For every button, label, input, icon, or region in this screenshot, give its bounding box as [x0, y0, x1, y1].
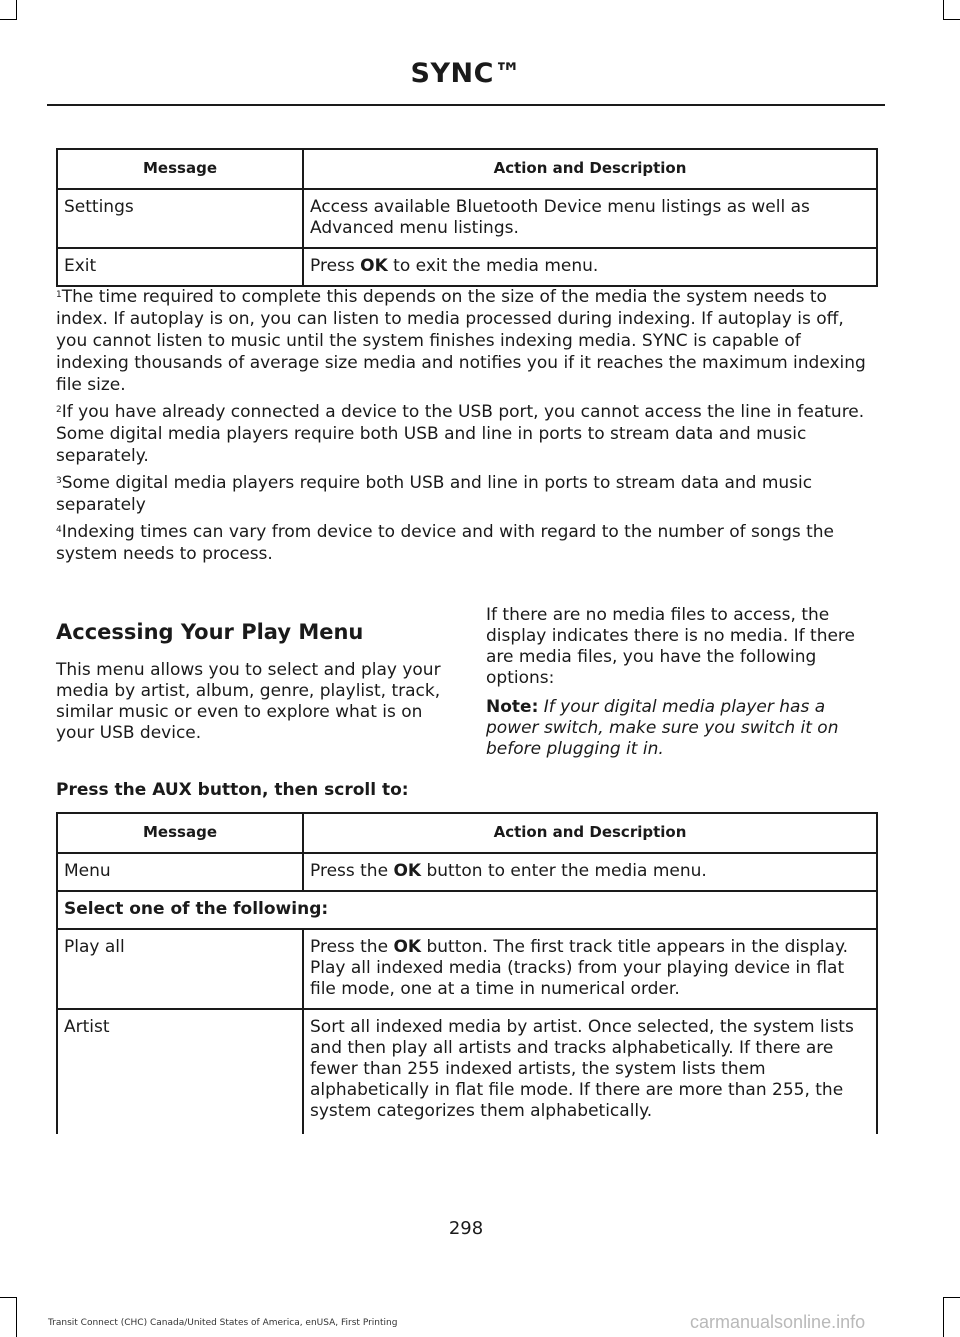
ok-keyword: OK	[360, 256, 388, 276]
action-text: Press the	[310, 861, 394, 881]
crop-mark	[944, 1297, 960, 1298]
publication-info: Transit Connect (CHC) Canada/United States of America, enUSA, First Printing	[48, 1318, 398, 1328]
footnotes	[56, 286, 878, 570]
intro-paragraph: This menu allows you to select and play your media by artist, album, genre, playlist, track, similar music or even to explore what is on your USB device.	[56, 660, 441, 743]
crop-mark	[0, 19, 16, 20]
play-menu-table	[56, 812, 878, 1134]
column-header-message: Message	[57, 813, 303, 853]
header-divider	[47, 104, 885, 106]
footnote	[56, 286, 878, 396]
ok-keyword: OK	[393, 937, 422, 957]
page-number: 298	[448, 1218, 484, 1239]
footnote	[56, 472, 878, 516]
footnote-number: 4	[56, 525, 62, 535]
crop-mark	[16, 0, 17, 20]
left-column	[56, 620, 448, 752]
action-cell	[303, 248, 877, 286]
crop-mark	[943, 1297, 944, 1337]
right-column	[486, 605, 880, 768]
action-text: button. The first track title appears in the display.	[421, 937, 848, 957]
action-cell	[303, 929, 877, 1009]
action-text: button to enter the media menu.	[421, 861, 707, 881]
footnote	[56, 401, 878, 467]
page-title: SYNC™	[410, 58, 522, 89]
crop-mark	[944, 19, 960, 20]
table-row	[57, 1009, 877, 1134]
footnote-number: 1	[56, 290, 62, 300]
footnote	[56, 521, 878, 565]
crop-mark	[16, 1297, 17, 1337]
watermark: carmanualsonline.info	[690, 1312, 866, 1332]
message-cell: Artist	[57, 1009, 303, 1134]
footnote-text: The time required to complete this depends on the size of the media the system needs to index. If autoplay is on, you can listen to media processed during indexing. If autoplay is off, you cannot listen to music until the system finishes indexing media. SYNC is capable of indexing thousands of average size media and notifies you if it reaches the maximum indexing file size.	[56, 287, 866, 395]
column-header-message: Message	[57, 149, 303, 189]
message-cell: Exit	[57, 248, 303, 286]
action-cell: Access available Bluetooth Device menu listings as well as Advanced menu listings.	[303, 189, 877, 248]
column-header-action: Action and Description	[303, 813, 877, 853]
action-text: Play all indexed media (tracks) from your playing device in flat file mode, one at a time in numerical order.	[310, 958, 845, 999]
action-text: Press	[310, 256, 361, 276]
footnote-text: If you have already connected a device to the USB port, you cannot access the line in feature. Some digital media players require both USB and line in ports to stream data and music separately.	[56, 402, 865, 466]
action-text: to exit the media menu.	[387, 256, 599, 276]
ok-keyword: OK	[393, 861, 422, 881]
table-row	[57, 189, 877, 248]
footnote-text: Indexing times can vary from device to device and with regard to the number of songs the system needs to process.	[56, 522, 835, 564]
table-header-row	[57, 149, 877, 189]
column-header-action: Action and Description	[303, 149, 877, 189]
action-cell	[303, 853, 877, 891]
select-instruction: Select one of the following:	[57, 891, 877, 929]
footnote-text: Some digital media players require both USB and line in ports to stream data and music separately	[56, 473, 813, 515]
table-row	[57, 929, 877, 1009]
section-heading: Accessing Your Play Menu	[56, 620, 364, 644]
message-cell: Settings	[57, 189, 303, 248]
crop-mark	[0, 1297, 16, 1298]
crop-mark	[943, 0, 944, 20]
table-row	[57, 853, 877, 891]
note-text: If your digital media player has a power switch, make sure you switch it on before plugging it in.	[486, 697, 839, 759]
table-header-row	[57, 813, 877, 853]
message-cell: Menu	[57, 853, 303, 891]
note-label: Note:	[486, 697, 539, 717]
table-row	[57, 891, 877, 929]
footnote-number: 2	[56, 405, 62, 415]
message-cell: Play all	[57, 929, 303, 1009]
footnote-number: 3	[56, 476, 62, 486]
media-options-paragraph: If there are no media files to access, the display indicates there is no media. If there are media files, you have the following options:	[486, 605, 856, 688]
table-row	[57, 248, 877, 286]
note	[486, 697, 880, 760]
action-cell: Sort all indexed media by artist. Once selected, the system lists and then play all artists and tracks alphabetically. If there are fewer than 255 indexed artists, the system lists them alphabetically in flat file mode. If there are more than 255, the system categorizes them alphabetically.	[303, 1009, 877, 1134]
action-text: Press the	[310, 937, 394, 957]
aux-subheading: Press the AUX button, then scroll to:	[56, 780, 409, 800]
settings-table	[56, 148, 878, 287]
